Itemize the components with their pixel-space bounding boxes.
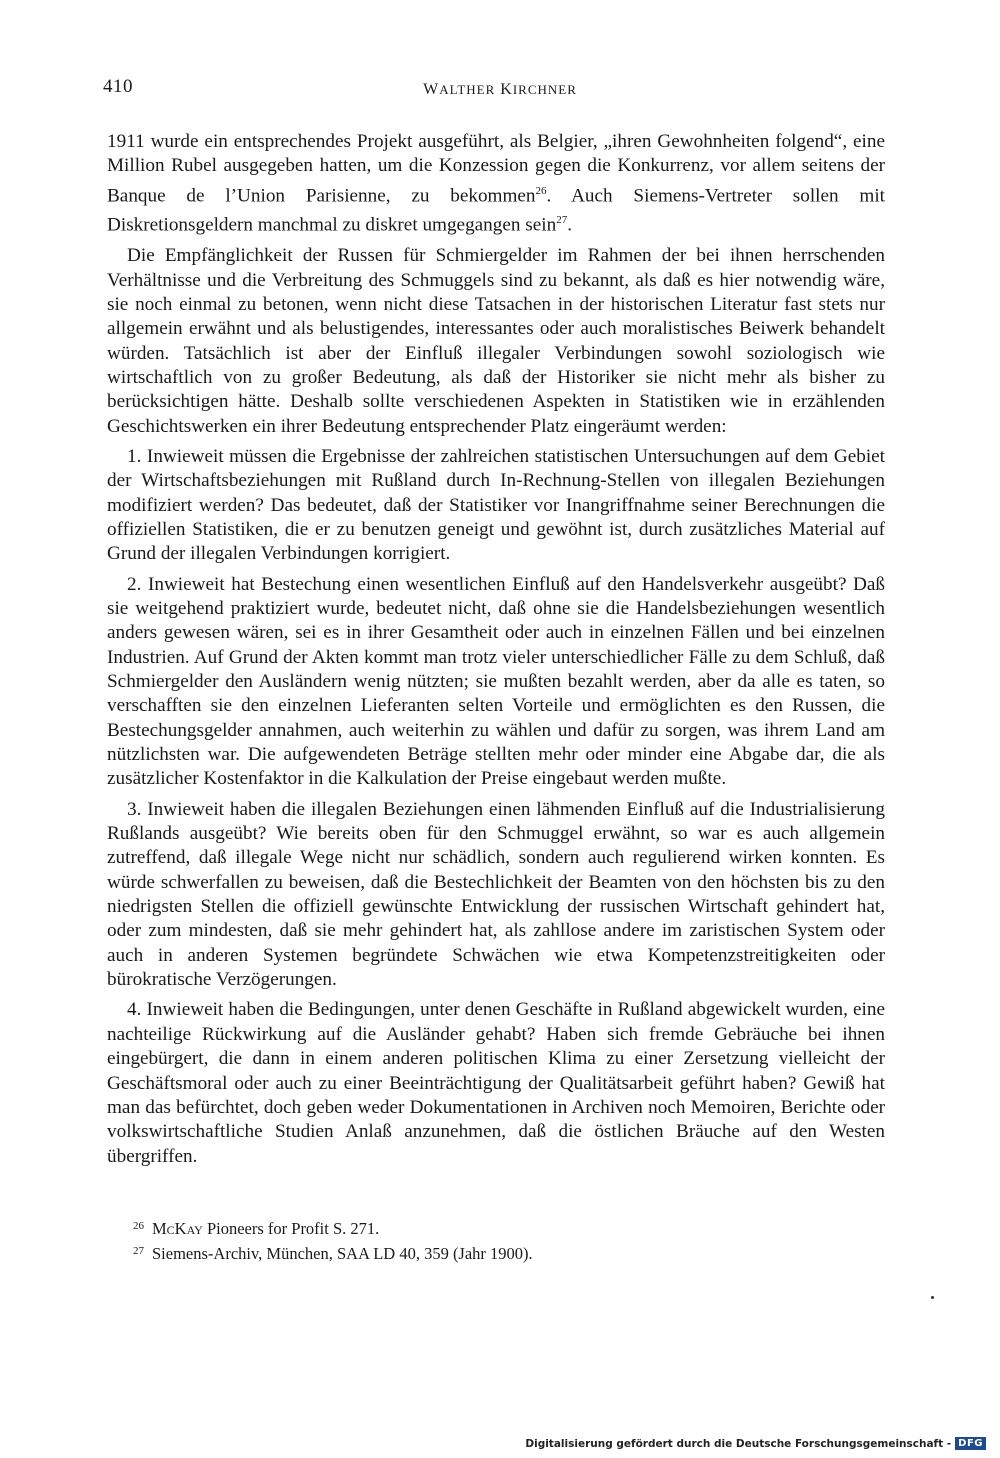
digitization-text: Digitalisierung gefördert durch die Deutsche Forschungsgemeinschaft - (525, 1437, 952, 1450)
paragraph-continued-text-c: . (567, 214, 572, 236)
paragraph-continued (107, 130, 885, 238)
body-text (107, 130, 885, 1175)
footnotes (133, 1215, 893, 1265)
footnote-27-number: 27 (133, 1245, 144, 1257)
running-head (0, 78, 1000, 99)
paragraph-point-3: 3. Inwieweit haben die illegalen Beziehungen einen lähmenden Einfluß auf die Industrialisierung Rußlands ausgeübt? Wie bereits oben für den Schmuggel erwähnt, so war es auch allgemein zutreffend, daß illegale Wege nicht nur schädlich, sondern auch regulierend wirken konnten. Es würde schwerfallen zu beweisen, daß die Bestechlichkeit der Beamten von den höchsten bis zu den niedrigsten Stellen die offiziell gewünschte Entwicklung der russischen Wirtschaft gehindert hat, oder zum mindesten, daß sie mehr gehindert hat, als zahllose andere im zaristischen System oder auch in anderen Systemen begründete Schwächen wie etwa Kompetenzstreitigkeiten oder bürokratische Verzögerungen. (107, 798, 885, 991)
footnote-27 (133, 1240, 893, 1265)
paragraph-continued-text-b: . Auch Siemens-Vertreter sollen mit Diskretionsgeldern manchmal zu diskret umgegangen sein (107, 185, 885, 236)
author-first-initial: W (423, 81, 440, 98)
footnote-26-author: McKay (152, 1219, 203, 1238)
footnote-ref-27: 27 (556, 214, 568, 227)
footnote-26-number: 26 (133, 1220, 144, 1232)
dfg-logo: DFG (955, 1437, 986, 1450)
scan-speck (931, 1296, 934, 1299)
footnote-ref-26: 26 (535, 184, 547, 197)
footnote-26 (133, 1215, 893, 1240)
paragraph-point-4: 4. Inwieweit haben die Bedingungen, unter denen Geschäfte in Rußland abgewickelt wurden, eine nachteilige Rückwirkung auf die Ausländer gehabt? Haben sich fremde Gebräuche bei ihnen eingebürgert, die dann in einem anderen politischen Klima zu einer Zersetzung vielleicht der Geschäftsmoral oder auch zu einer Beeinträchtigung der Qualitätsarbeit geführt haben? Gewiß hat man das befürchtet, doch geben weder Dokumentationen in Archiven noch Memoiren, Berichte oder volkswirtschaftliche Studien Anlaß anzunehmen, daß die östlichen Bräuche auf den Westen übergriffen. (107, 999, 885, 1167)
author-last-rest: irchner (512, 78, 577, 98)
digitization-footer (525, 1437, 986, 1450)
footnote-26-text: Pioneers for Profit S. 271. (202, 1219, 380, 1238)
footnote-27-text: Siemens-Archiv, München, SAA LD 40, 359 (Jahr 1900). (152, 1244, 533, 1263)
paragraph-intro: Die Empfänglichkeit der Russen für Schmiergelder im Rahmen der bei ihnen herrschenden Verhältnisse und die Verbreitung des Schmuggels sind zu bekannt, als daß es hier notwendig wäre, sie noch einmal zu betonen, wenn nicht diese Tatsachen in der historischen Literatur fast stets nur allgemein erwähnt und als belustigendes, interessantes oder auch moralistisches Beiwerk behandelt würden. Tatsächlich ist aber der Einfluß illegaler Verbindungen sowohl soziologisch wie wirtschaftlich von zu großer Bedeutung, als daß der Historiker sie nicht mehr als bisher zu berücksichtigen hätte. Deshalb sollte verschiedenen Aspekten in Statistiken wie in erzählenden Geschichtswerken ein ihrer Bedeutung entsprechender Platz eingeräumt werden: (107, 245, 885, 437)
author-last-initial: K (500, 81, 513, 98)
paragraph-continued-text-a: 1911 wurde ein entsprechendes Projekt ausgeführt, als Belgier, „ihren Gewohnheiten folgend“, eine Million Rubel ausgegeben hatten, um die Konzession gegen die Konkurrenz, vor allem seitens der Banque de l’Union Parisienne, zu bekommen (107, 131, 885, 207)
author-first-rest: alther (439, 78, 496, 98)
paragraph-point-1: 1. Inwieweit müssen die Ergebnisse der zahlreichen statistischen Untersuchungen auf dem Gebiet der Wirtschaftsbeziehungen mit Rußland durch In-Rechnung-Stellen von illegalen Beziehungen modifiziert werden? Das bedeutet, daß der Statistiker vor Inangriffnahme seiner Berechnungen die offiziellen Statistiken, die er zu benutzen geneigt und gewöhnt ist, durch zusätzliches Material auf Grund der illegalen Verbindungen korrigiert. (107, 445, 885, 565)
paragraph-point-2: 2. Inwieweit hat Bestechung einen wesentlichen Einfluß auf den Handelsverkehr ausgeübt? Daß sie weitgehend praktiziert wurde, bedeutet nicht, daß ohne sie die Handelsbeziehungen wesentlich anders gewesen wären, sei es in ihrer Gesamtheit oder auch in einzelnen Fällen und bei einzelnen Industrien. Auf Grund der Akten kommt man trotz vieler unterschiedlicher Fälle zu dem Schluß, daß Schmiergelder den Ausländern wenig nützten; sie mußten bezahlt werden, aber da alle es taten, so verschafften sie den einzelnen Lieferanten selten Vorteile und ermöglichten es den Russen, die Bestechungsgelder annahmen, auch weiterhin zu wählen und dafür zu sorgen, was ihrem Land am nützlichsten war. Die aufgewendeten Beträge stellten mehr oder minder eine Abgabe dar, die als zusätzlicher Kostenfaktor in die Kalkulation der Preise eingebaut werden mußte. (107, 573, 885, 790)
page-number: 410 (103, 76, 133, 97)
